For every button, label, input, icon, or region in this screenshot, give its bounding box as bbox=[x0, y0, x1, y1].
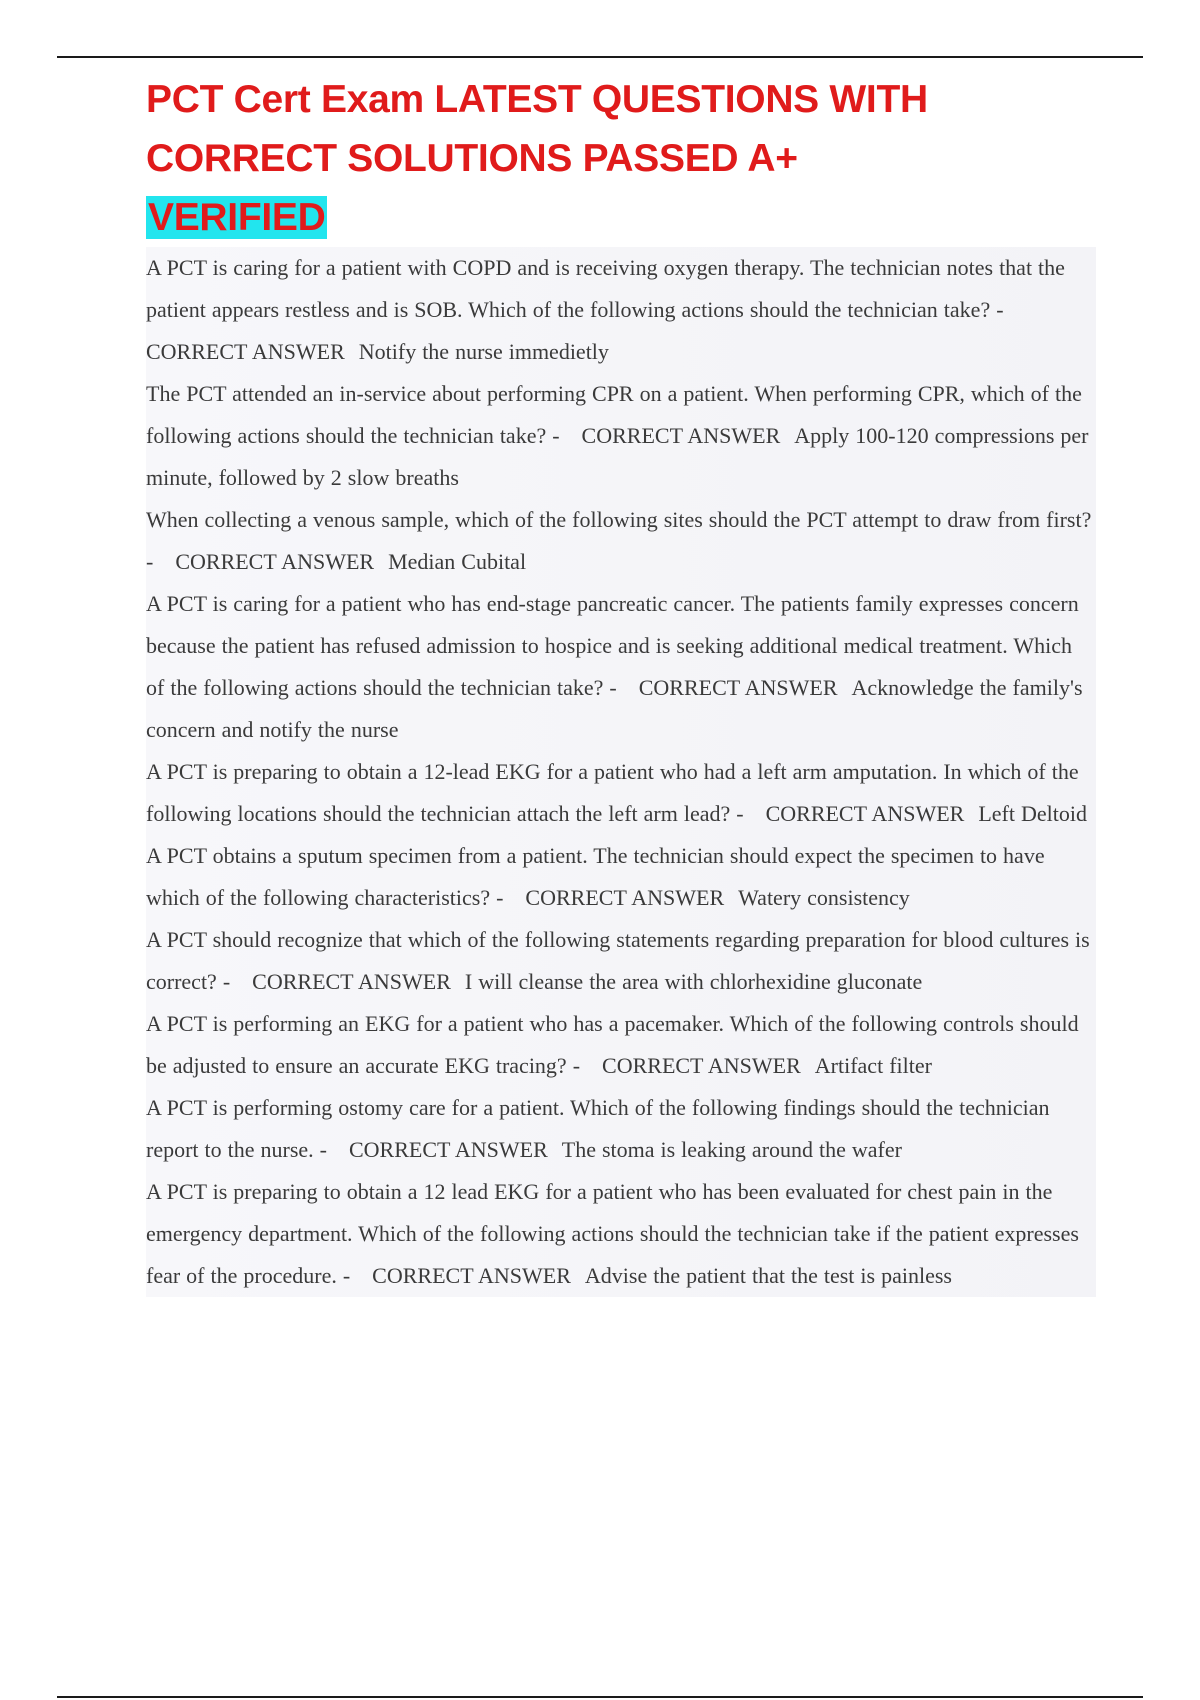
answer-text: Artifact filter bbox=[814, 1053, 932, 1078]
answer-label: CORRECT ANSWER bbox=[638, 675, 838, 700]
answer-text: Median Cubital bbox=[388, 549, 527, 574]
qa-item-4 bbox=[146, 583, 1096, 751]
answer-label: CORRECT ANSWER bbox=[252, 969, 451, 994]
question-text: A PCT is caring for a patient who has end-stage pancreatic cancer. The patients family expresses concern because the patient has refused admission to hospice and is seeking additional medical treatment. Which of the following actions should the technician take? - bbox=[146, 591, 1079, 700]
answer-text: Watery consistency bbox=[738, 885, 910, 910]
question-text: A PCT is preparing to obtain a 12 lead EKG for a patient who has been evaluated for chest pain in the emergency department. Which of the following actions should the technician take if the patient expresses fear of the procedure. - bbox=[146, 1179, 1079, 1288]
qa-item-3 bbox=[146, 499, 1096, 583]
document-title bbox=[146, 70, 1096, 247]
qa-item-9 bbox=[146, 1087, 1096, 1171]
question-text: A PCT is performing an EKG for a patient who has a pacemaker. Which of the following controls should be adjusted to ensure an accurate EKG tracing? - bbox=[146, 1011, 1079, 1078]
qa-item-2 bbox=[146, 373, 1096, 499]
answer-text: The stoma is leaking around the wafer bbox=[561, 1137, 902, 1162]
question-text: A PCT should recognize that which of the following statements regarding preparation for blood cultures is correct? - bbox=[146, 927, 1090, 994]
question-text: When collecting a venous sample, which of the following sites should the PCT attempt to draw from first? - bbox=[146, 507, 1092, 574]
question-text: A PCT is caring for a patient with COPD and is receiving oxygen therapy. The technician notes that the patient appears restless and is SOB. Which of the following actions should the technician take? - bbox=[146, 255, 1065, 322]
question-text: The PCT attended an in-service about performing CPR on a patient. When performing CPR, which of the following actions should the technician take? - bbox=[146, 381, 1082, 448]
answer-label: CORRECT ANSWER bbox=[525, 885, 725, 910]
qa-list bbox=[146, 247, 1096, 1297]
qa-item-7 bbox=[146, 919, 1096, 1003]
bottom-rule bbox=[57, 1696, 1143, 1698]
page-content bbox=[146, 70, 1096, 1297]
answer-text: Advise the patient that the test is painless bbox=[584, 1263, 952, 1288]
title-line-2: CORRECT SOLUTIONS PASSED A+ bbox=[146, 137, 798, 180]
question-text: A PCT is preparing to obtain a 12-lead EKG for a patient who had a left arm amputation. In which of the following locations should the technician attach the left arm lead? - bbox=[146, 759, 1079, 826]
answer-label: CORRECT ANSWER bbox=[175, 549, 375, 574]
qa-item-8 bbox=[146, 1003, 1096, 1087]
answer-label: CORRECT ANSWER bbox=[349, 1137, 548, 1162]
answer-label: CORRECT ANSWER bbox=[146, 339, 345, 364]
answer-label: CORRECT ANSWER bbox=[765, 801, 965, 826]
answer-text: Left Deltoid bbox=[978, 801, 1087, 826]
title-highlight: VERIFIED bbox=[148, 196, 326, 239]
answer-text: Apply 100-120 compressions per minute, followed by 2 slow breaths bbox=[146, 423, 1089, 490]
answer-text: Notify the nurse immedietly bbox=[358, 339, 609, 364]
answer-label: CORRECT ANSWER bbox=[372, 1263, 571, 1288]
answer-text: Acknowledge the family's concern and notify the nurse bbox=[146, 675, 1083, 742]
qa-item-1 bbox=[146, 247, 1096, 373]
qa-item-10 bbox=[146, 1171, 1096, 1297]
top-rule bbox=[57, 56, 1143, 58]
title-line-1: PCT Cert Exam LATEST QUESTIONS WITH bbox=[146, 78, 928, 121]
qa-item-5 bbox=[146, 751, 1096, 835]
answer-text: I will cleanse the area with chlorhexidine gluconate bbox=[464, 969, 923, 994]
question-text: A PCT obtains a sputum specimen from a patient. The technician should expect the specimen to have which of the following characteristics? - bbox=[146, 843, 1045, 910]
answer-label: CORRECT ANSWER bbox=[602, 1053, 801, 1078]
question-text: A PCT is performing ostomy care for a patient. Which of the following findings should the technician report to the nurse. - bbox=[146, 1095, 1050, 1162]
answer-label: CORRECT ANSWER bbox=[581, 423, 781, 448]
qa-item-6 bbox=[146, 835, 1096, 919]
